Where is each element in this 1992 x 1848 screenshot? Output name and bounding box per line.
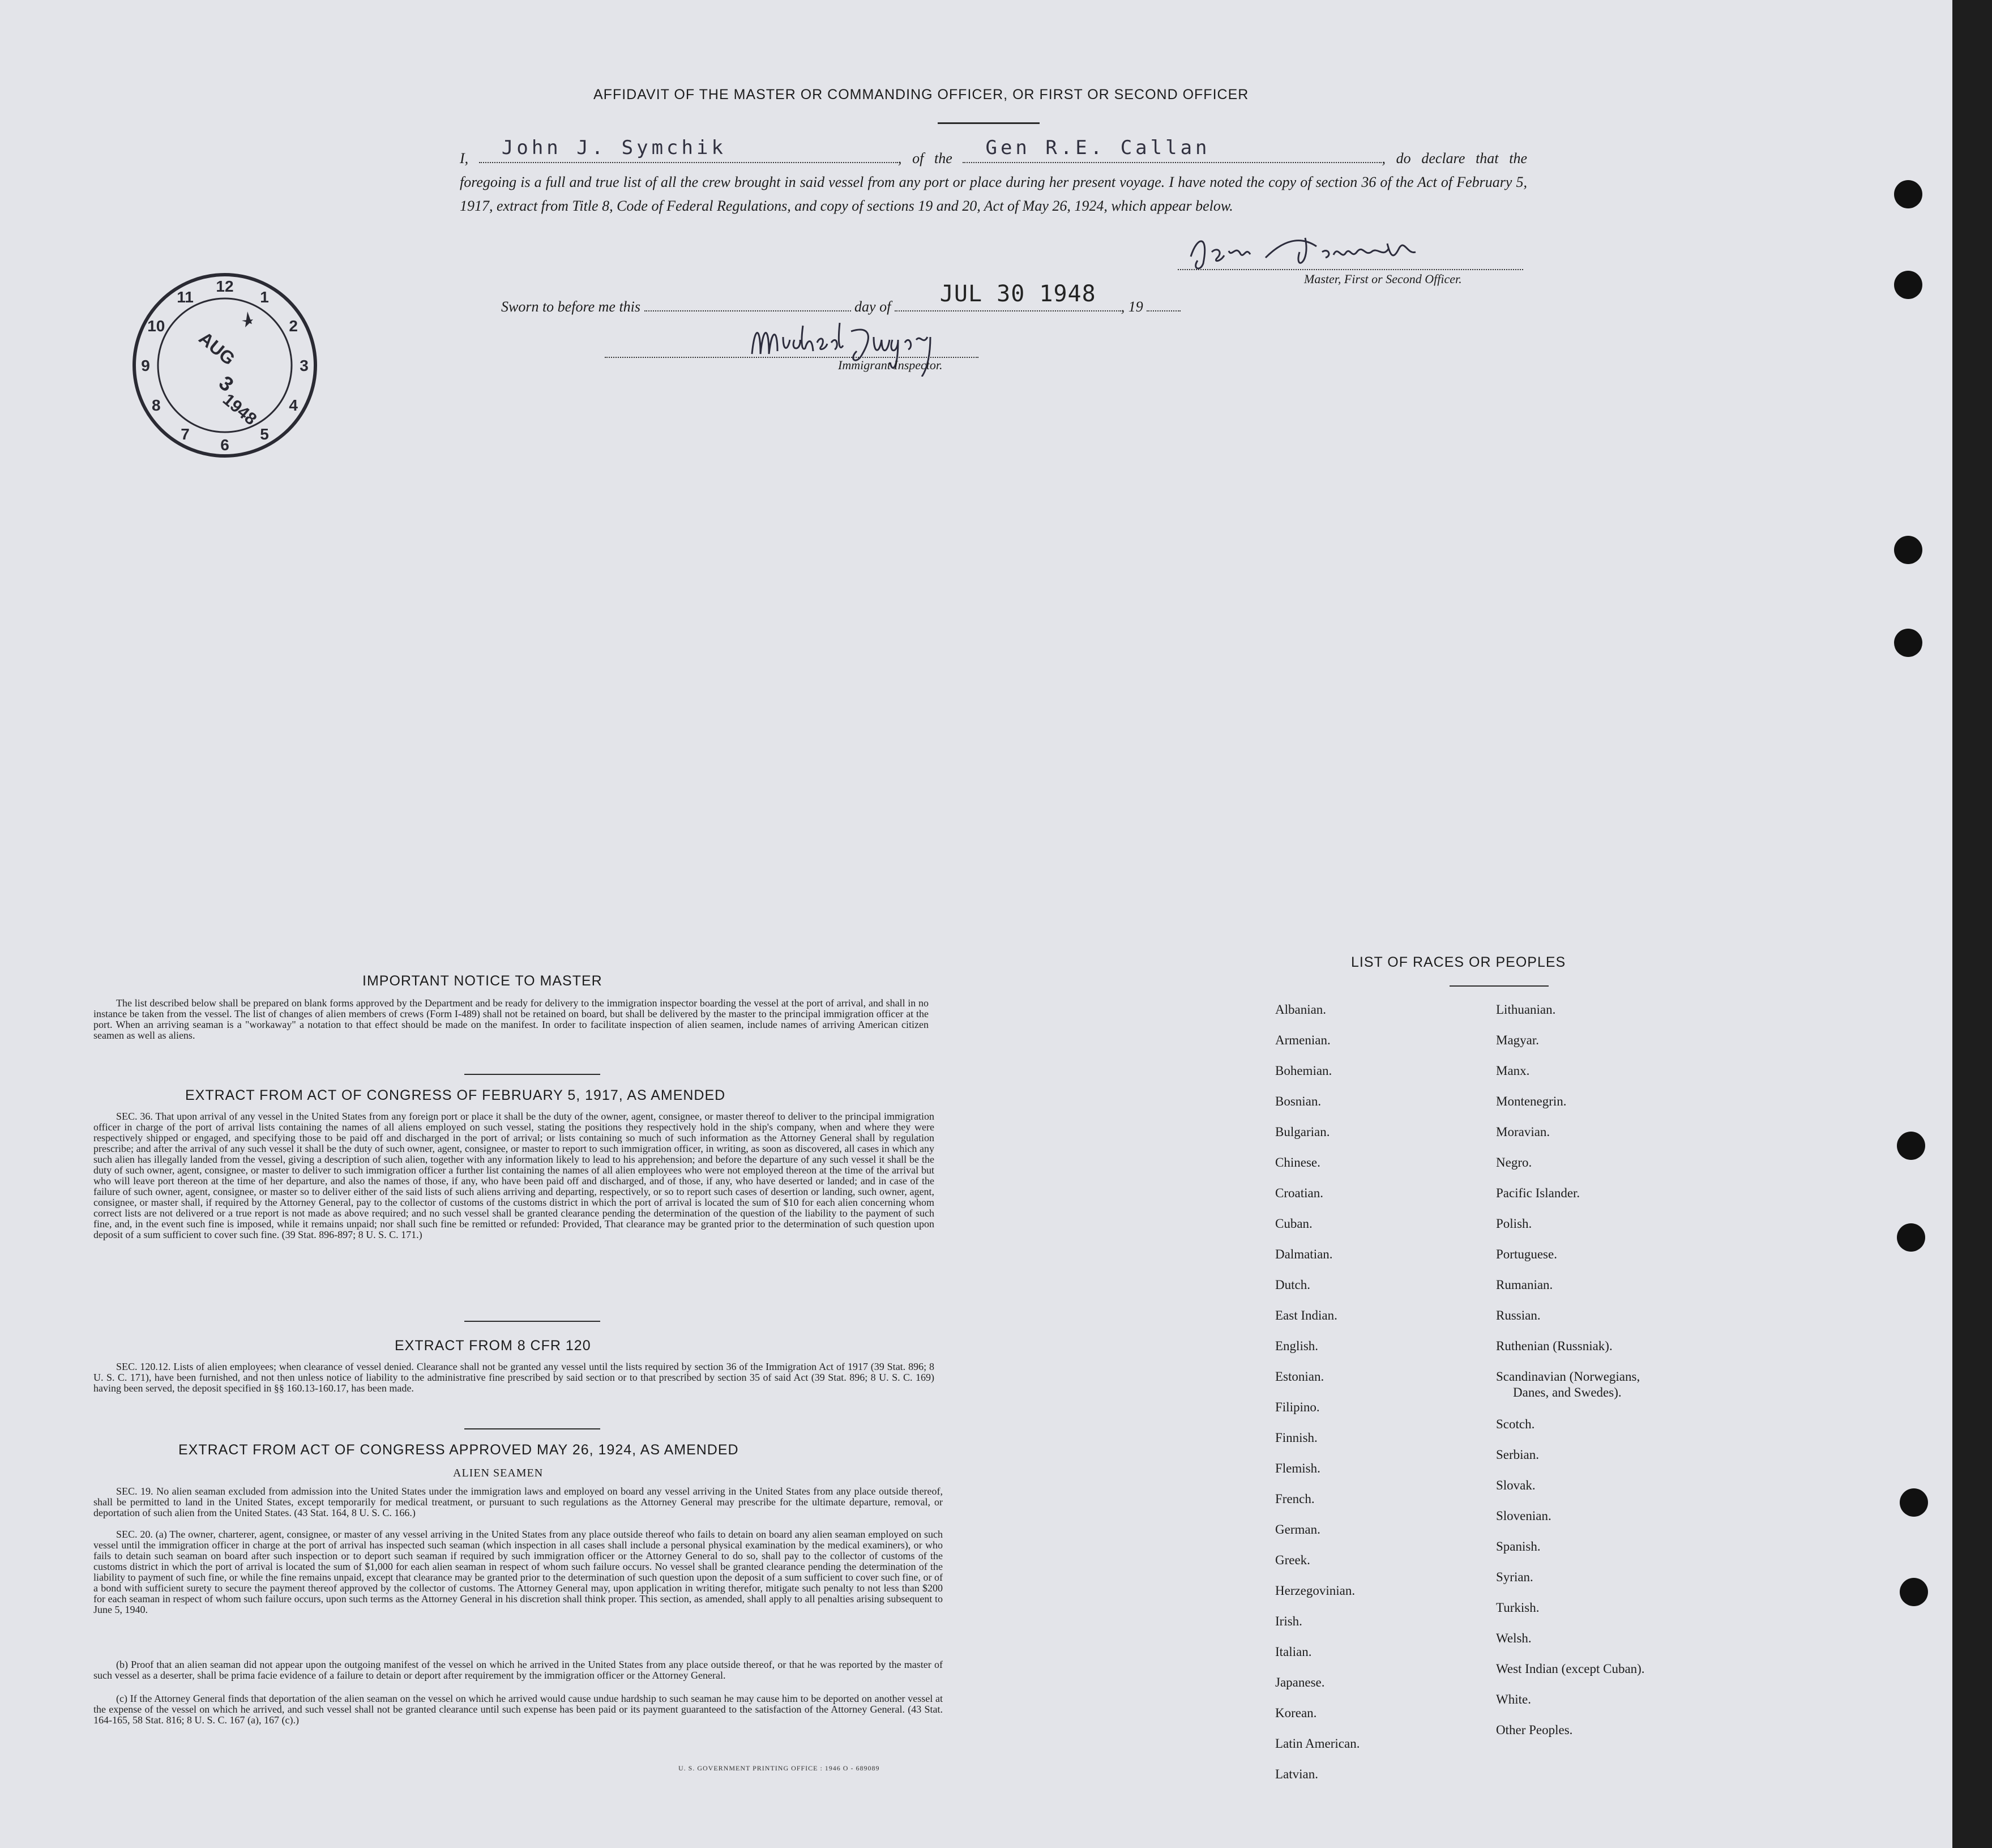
- notice-text: The list described below shall be prepared on blank forms approved by the Department and be ready for delivery to the immigration inspector boarding the vessel at the port of arrival, and shall in no instance be taken from the vessel. The list of changes of alien members of crews (Form I-489) shall not be retained on board, but shall be delivered by the master to the principal immigration officer at the port. When an arriving seaman is a "workaway" a notation to that effect should be made on the manifest. In order to facilitate inspection of alien seamen, include names of arriving American citizen seamen as well as aliens.: [93, 997, 929, 1041]
- race-item: Spanish.: [1496, 1539, 1541, 1553]
- race-item: Greek.: [1275, 1553, 1310, 1567]
- race-item: Latvian.: [1275, 1767, 1318, 1781]
- race-item: Magyar.: [1496, 1033, 1540, 1047]
- extract-1924-sec20a: SEC. 20. (a) The owner, charterer, agent, consignee, or master of any vessel arriving in the United States from any place outside thereof who fails to detain on board any alien seaman employed on such vessel until the immigration officer in charge at the port of arrival has inspected such seaman (which inspection in all cases shall include a personal physical examination by the medical examiners), or who fails to detain such seaman on board after such inspection or to deport such seaman if required by such immigration officer or the Attorney General to do so, shall pay to the collector of customs of the customs district in which the port of arrival is located the sum of $1,000 for each alien seaman in respect of whom such failure occurs. No vessel shall be granted clearance pending the determination of the liability to payment of such fine, or while the fine remains unpaid, except that clearance may be granted prior to the determination of such question upon the deposit of a sum sufficient to cover such fine, or of a bond with sufficient surety to secure the payment thereof approved by the collector of customs. The Attorney General may, upon application in writing therefor, mitigate such penalty to not less than $200 for each seaman in respect of whom such failure occurs, upon such terms as the Attorney General in his discretion shall think proper. This section, as amended, shall apply to all penalties arising subsequent to June 5, 1940.: [93, 1529, 943, 1615]
- race-item: Finnish.: [1275, 1431, 1318, 1445]
- race-item: Cuban.: [1275, 1217, 1313, 1231]
- vessel-name-field: [963, 136, 1382, 163]
- extract-1917-title: EXTRACT FROM ACT OF CONGRESS OF FEBRUARY 5, 1917, AS AMENDED: [185, 1087, 726, 1103]
- race-item: Bohemian.: [1275, 1064, 1332, 1078]
- race-item: German.: [1275, 1522, 1320, 1537]
- race-item: Ruthenian (Russniak).: [1496, 1339, 1613, 1353]
- race-item: Polish.: [1496, 1217, 1532, 1231]
- race-item: Bulgarian.: [1275, 1125, 1330, 1139]
- sworn-day-field: [644, 295, 851, 311]
- race-item: Japanese.: [1275, 1675, 1325, 1689]
- section-rule: [464, 1074, 600, 1075]
- race-item: Albanian.: [1275, 1002, 1327, 1017]
- year-prefix: , 19: [1121, 298, 1143, 315]
- race-item: Korean.: [1275, 1706, 1317, 1720]
- race-item: Rumanian.: [1496, 1278, 1553, 1292]
- race-item: Other Peoples.: [1496, 1723, 1573, 1737]
- alien-seamen-subtitle: ALIEN SEAMEN: [453, 1467, 544, 1479]
- race-item: Latin American.: [1275, 1736, 1360, 1751]
- master-name-field: [479, 136, 898, 163]
- race-item: White.: [1496, 1692, 1531, 1706]
- race-item: Russian.: [1496, 1308, 1541, 1322]
- punch-hole: [1900, 1488, 1928, 1517]
- stamp-clock-number: 5: [260, 425, 269, 443]
- race-item: Moravian.: [1496, 1125, 1550, 1139]
- stamp-clock-number: 10: [147, 317, 165, 335]
- vessel-name: Gen R.E. Callan: [985, 136, 1211, 159]
- race-item: Armenian.: [1275, 1033, 1331, 1047]
- race-item: Turkish.: [1496, 1601, 1540, 1615]
- sworn-date-field: [895, 281, 1121, 311]
- stamp-day: 3: [215, 371, 238, 396]
- stamp-clock-number: 8: [152, 396, 161, 414]
- punch-hole: [1897, 1223, 1925, 1252]
- affidavit-body: that the foregoing is a full and true list of all the crew brought in said vessel from any port or place during her present voyage. I have noted the copy of section 36 of the Act of February 5, 1917, extract from Title 8, Code of Federal Regulations, and copy of sections 19 and 20, Act of May 26, 1924, which appear below.: [460, 150, 1527, 214]
- race-item: Flemish.: [1275, 1461, 1320, 1475]
- extract-1917-text: SEC. 36. That upon arrival of any vessel in the United States from any foreign port or place it shall be the duty of the owner, agent, consignee, or master thereof to deliver to the principal immigration officer in charge of the port of arrival lists containing the names of all aliens employed on such vessel, stating the positions they respectively hold in the ship's company, when and where they were respectively shipped or engaged, and specifying those to be paid off and discharged in the port of arrival; or lists containing so much of such information as the Attorney General shall by regulation prescribe; and after the arrival of any such vessel it shall be the duty of such owner, agent, consignee, or master to report to such immigration officer, in writing, as soon as discovered, all cases in which any such alien has illegally landed from the vessel, giving a description of such alien, together with any information likely to lead to his apprehension; and before the departure of any such vessel it shall be the duty of such owner, agent, consignee, or master to deliver to such immigration officer a further list containing the names of all alien employees who were not employed thereon at the time of the arrival but who will leave port thereon at the time of her departure, and also the names of those, if any, who have been paid off and discharged, and of those, if any, who have deserted or landed; and in case of the failure of such owner, agent, consignee, or master so to deliver either of the said lists of such aliens arriving and departing, respectively, or so to report such cases of desertion or landing, such owner, agent, consignee, or master shall, if required by the Attorney General, pay to the collector of customs of the customs district in which the port of arrival is located the sum of $10 for each alien concerning whom correct lists are not delivered or a true report is not made as above required; and no such vessel shall be granted clearance pending the determination of the question of the liability to the payment of such fine, and, in the event such fine is imposed, while it remains unpaid; nor shall such fine be remitted or refunded: Provided, That clearance may be granted prior to the determination of such question upon deposit of a sum sufficient to cover such fine. (39 Stat. 896-897; 8 U. S. C. 171.): [93, 1111, 934, 1240]
- punch-hole: [1900, 1578, 1928, 1606]
- race-item: Slovak.: [1496, 1478, 1536, 1492]
- year-field: [1147, 295, 1181, 311]
- stamp-clock-number: 9: [141, 357, 150, 374]
- punch-hole: [1894, 629, 1922, 657]
- extract-cfr-title: EXTRACT FROM 8 CFR 120: [395, 1338, 591, 1354]
- punch-hole: [1897, 1132, 1925, 1160]
- stamp-clock-number: 3: [300, 357, 309, 374]
- race-item: Irish.: [1275, 1614, 1302, 1628]
- sworn-line: [501, 281, 1181, 315]
- race-item: West Indian (except Cuban).: [1496, 1662, 1645, 1676]
- race-item: Estonian.: [1275, 1369, 1324, 1384]
- race-item: Montenegrin.: [1496, 1094, 1567, 1108]
- race-item: English.: [1275, 1339, 1319, 1353]
- punch-hole: [1894, 536, 1922, 564]
- race-item: Dalmatian.: [1275, 1247, 1333, 1261]
- races-title: LIST OF RACES OR PEOPLES: [1351, 954, 1566, 970]
- race-item: Bosnian.: [1275, 1094, 1322, 1108]
- stamp-clock-number: 2: [289, 317, 298, 335]
- race-item: Syrian.: [1496, 1570, 1533, 1584]
- line1-suffix: , do declare: [1382, 150, 1465, 167]
- race-item: Chinese.: [1275, 1155, 1320, 1170]
- race-item: Danes, and Swedes).: [1513, 1385, 1622, 1399]
- race-item: Dutch.: [1275, 1278, 1310, 1292]
- officer-signature-line: [1178, 241, 1523, 270]
- race-item: Welsh.: [1496, 1631, 1532, 1645]
- stamp-clock-number: 12: [216, 278, 234, 295]
- races-rule: [1450, 985, 1549, 987]
- stamp-clock-number: 4: [289, 396, 298, 414]
- punch-hole: [1894, 180, 1922, 208]
- notice-title: IMPORTANT NOTICE TO MASTER: [362, 973, 602, 989]
- inspector-signature-line: [605, 328, 978, 358]
- stamp-clock-number: 6: [220, 436, 229, 454]
- race-item: Slovenian.: [1496, 1509, 1551, 1523]
- extract-1924-sec20c: (c) If the Attorney General finds that deportation of the alien seaman on the vessel on which he arrived would cause undue hardship to such seaman he may cause him to be deported on another vessel at the expense of the vessel on which he arrived, and such vessel shall not be granted clearance until such expense has been paid or its payment guaranteed to the satisfaction of the Attorney General. (43 Stat. 164-165, 58 Stat. 816; 8 U. S. C. 167 (a), 167 (c).): [93, 1693, 943, 1726]
- race-item: Scandinavian (Norwegians,: [1496, 1369, 1640, 1384]
- race-item: Filipino.: [1275, 1400, 1320, 1414]
- section-rule: [464, 1321, 600, 1322]
- race-item: Negro.: [1496, 1155, 1532, 1170]
- race-item: Pacific Islander.: [1496, 1186, 1580, 1200]
- officer-caption: Master, First or Second Officer.: [1304, 272, 1462, 286]
- race-item: Croatian.: [1275, 1186, 1323, 1200]
- line1-prefix: I,: [460, 150, 469, 167]
- master-name: John J. Symchik: [501, 136, 726, 159]
- stamp-month: AUG: [195, 327, 240, 369]
- race-item: Portuguese.: [1496, 1247, 1557, 1261]
- clock-stamp-ring: [131, 272, 318, 459]
- race-item: Manx.: [1496, 1064, 1530, 1078]
- day-of-label: day of: [854, 298, 891, 315]
- race-item: Italian.: [1275, 1645, 1312, 1659]
- officer-signature: [1186, 229, 1452, 275]
- extract-1924-sec19: SEC. 19. No alien seaman excluded from admission into the United States under the immigration laws and employed on board any vessel arriving in the United States from any place outside thereof, shall be permitted to land in the United States, except temporarily for medical treatment, or pursuant to such regulations as the Attorney General may prescribe for the ultimate departure, removal, or deportation of such alien from the United States. (43 Stat. 164, 8 U. S. C. 166.): [93, 1486, 943, 1518]
- title-rule: [938, 122, 1040, 124]
- race-item: Lithuanian.: [1496, 1002, 1556, 1017]
- extract-cfr-text: SEC. 120.12. Lists of alien employees; when clearance of vessel denied. Clearance shall not be granted any vessel until the lists required by section 36 of the Immigration Act of 1917 (39 Stat. 896; 8 U. S. C. 171), have been furnished, and not then unless notice of liability to the administrative fine prescribed by said section or to that prescribed by section 35 of said Act (39 Stat. 896; 8 U. S. C. 169) having been served, the deposit specified in §§ 160.13-160.17, has been made.: [93, 1361, 934, 1394]
- stamp-clock-number: 11: [177, 288, 194, 306]
- inspection-clock-stamp: [131, 272, 318, 459]
- extract-1924-sec20b: (b) Proof that an alien seaman did not appear upon the outgoing manifest of the vessel on which he arrived in the United States from any place outside thereof, or that he was reported by the master of such vessel as a deserter, shall be prima facie evidence of a failure to detain or deport after requirement by the immigration officer or the Attorney General.: [93, 1659, 943, 1681]
- race-item: Herzegovinian.: [1275, 1584, 1356, 1598]
- scan-edge: [1952, 0, 1992, 1848]
- affidavit-text: [460, 136, 1527, 218]
- race-item: French.: [1275, 1492, 1315, 1506]
- race-item: East Indian.: [1275, 1308, 1337, 1322]
- inspector-caption: Immigrant Inspector.: [838, 358, 943, 372]
- sworn-prefix: Sworn to before me this: [501, 298, 641, 315]
- stamp-clock-number: 7: [181, 425, 190, 443]
- punch-hole: [1894, 271, 1922, 299]
- extract-1924-title: EXTRACT FROM ACT OF CONGRESS APPROVED MAY 26, 1924, AS AMENDED: [178, 1442, 739, 1458]
- race-item: Serbian.: [1496, 1448, 1540, 1462]
- stamp-year: 1948: [219, 390, 260, 429]
- printing-office-footer: U. S. GOVERNMENT PRINTING OFFICE : 1946 O - 689089: [678, 1764, 880, 1772]
- affidavit-title: AFFIDAVIT OF THE MASTER OR COMMANDING OFFICER, OR FIRST OR SECOND OFFICER: [593, 87, 1249, 103]
- stamp-clock-number: 1: [260, 288, 269, 306]
- race-item: Scotch.: [1496, 1417, 1535, 1431]
- line1-middle: , of the: [897, 150, 952, 167]
- section-rule: [464, 1428, 600, 1429]
- date-stamp: JUL 30 1948: [939, 281, 1096, 307]
